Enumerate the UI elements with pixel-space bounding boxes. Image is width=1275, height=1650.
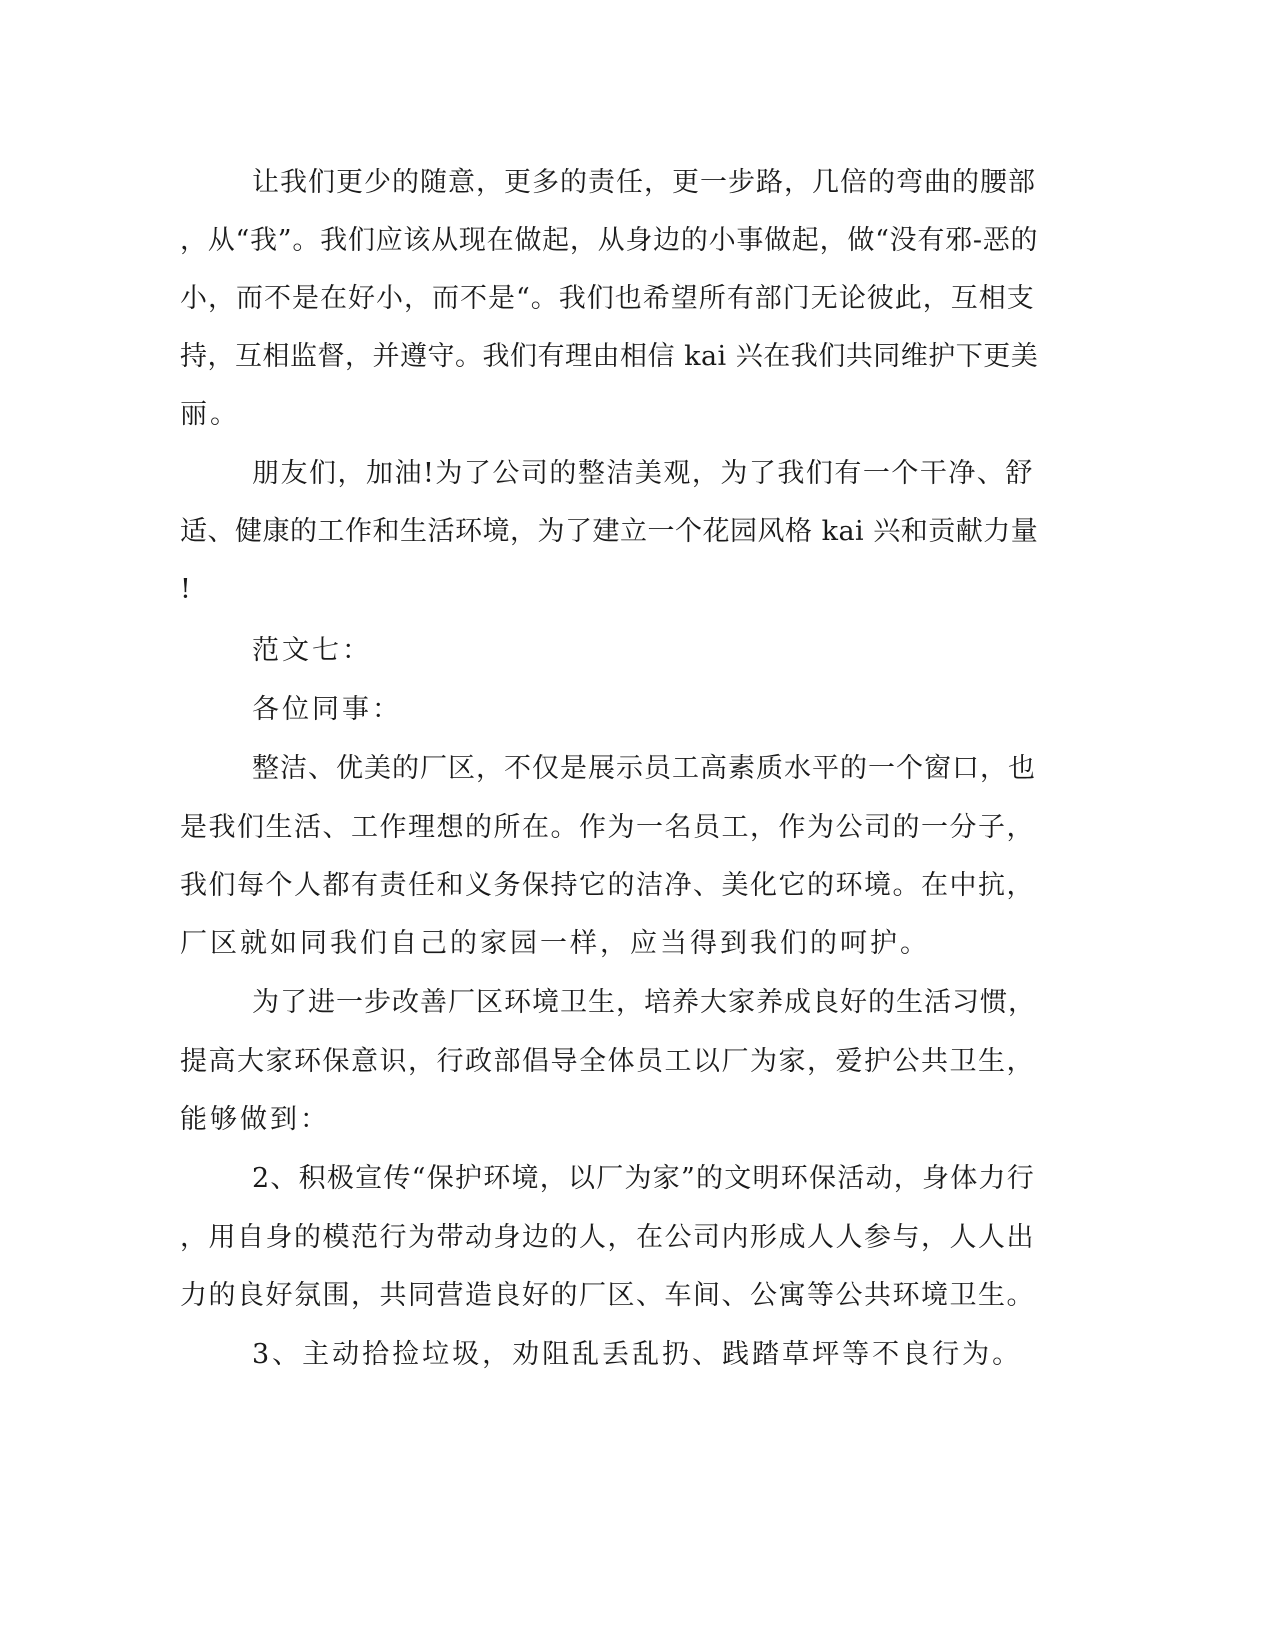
- text-line: 是我们生活、工作理想的所在。作为一名员工，作为公司的一分子，: [180, 812, 1035, 843]
- text-line: 适、健康的工作和生活环境，为了建立一个花园风格 kai 兴和贡献力量: [180, 516, 1039, 547]
- text-line: 小，而不是在好小，而不是“。我们也希望所有部门无论彼此，互相支: [180, 283, 1035, 314]
- text-line: 能够做到：: [180, 1104, 330, 1135]
- text-line: 力的良好氛围，共同营造良好的厂区、车间、公寓等公共环境卫生。: [180, 1280, 1035, 1311]
- text-line: 提高大家环保意识，行政部倡导全体员工以厂为家，爱护公共卫生，: [180, 1046, 1035, 1077]
- text-line: 为了进一步改善厂区环境卫生，培养大家养成良好的生活习惯，: [252, 987, 1036, 1018]
- list-item: 2、积极宣传“保护环境，以厂为家”的文明环保活动，身体力行: [252, 1163, 1036, 1194]
- list-item: 3、主动拾捡垃圾，劝阻乱丢乱扔、践踏草坪等不良行为。: [252, 1339, 1023, 1370]
- text-line: 朋友们，加油!为了公司的整洁美观，为了我们有一个干净、舒: [252, 458, 1034, 489]
- salutation: 各位同事：: [252, 694, 402, 725]
- text-line: 厂区就如同我们自己的家园一样，应当得到我们的呵护。: [180, 928, 930, 959]
- text-line: ，用自身的模范行为带动身边的人，在公司内形成人人参与，人人出: [180, 1222, 1035, 1253]
- text-line: 持，互相监督，并遵守。我们有理由相信 kai 兴在我们共同维护下更美: [180, 341, 1039, 372]
- section-heading: 范文七：: [252, 635, 372, 666]
- text-line: 我们每个人都有责任和义务保持它的洁净、美化它的环境。在中抗，: [180, 870, 1035, 901]
- text-line: !: [180, 574, 194, 605]
- text-line: ，从“我”。我们应该从现在做起，从身边的小事做起，做“没有邪-恶的: [180, 225, 1039, 256]
- text-line: 让我们更少的随意，更多的责任，更一步路，几倍的弯曲的腰部: [252, 167, 1036, 198]
- text-line: 整洁、优美的厂区，不仅是展示员工高素质水平的一个窗口，也: [252, 753, 1036, 784]
- text-line: 丽。: [180, 399, 240, 430]
